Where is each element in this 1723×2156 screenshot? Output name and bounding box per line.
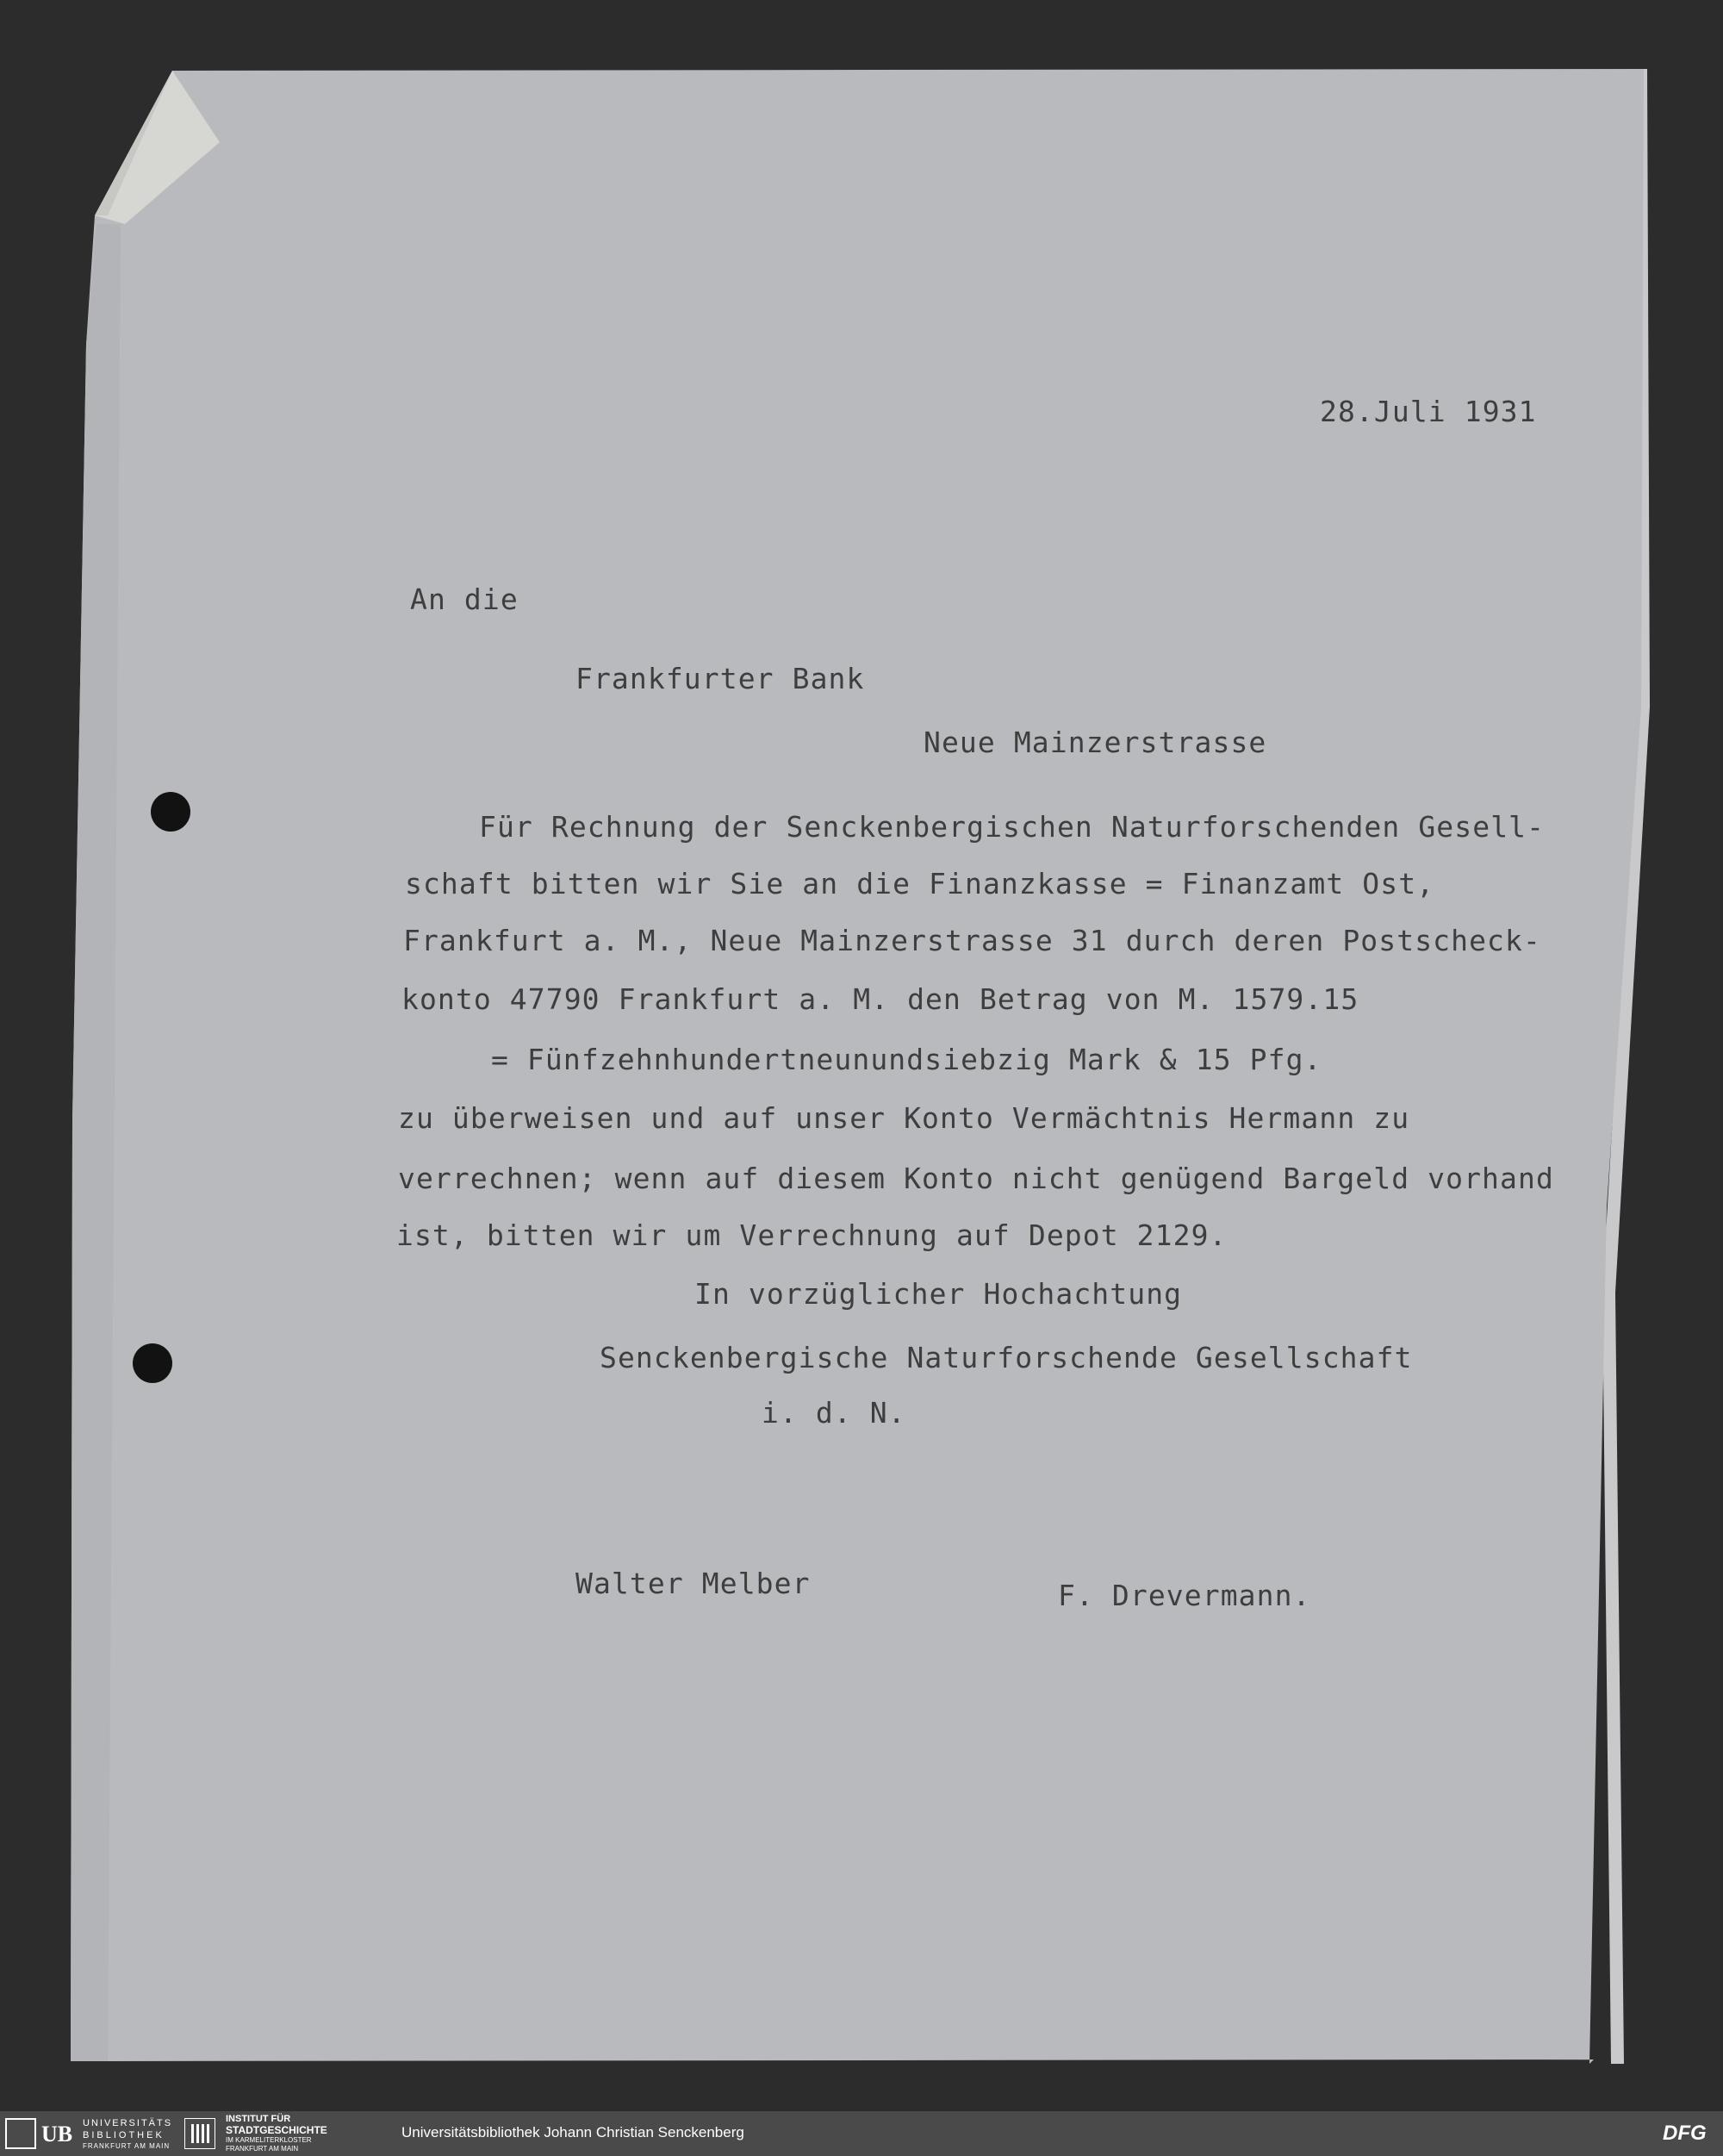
letter-on-behalf: i. d. N. (762, 1396, 906, 1430)
ub-line2: BIBLIOTHEK (83, 2130, 165, 2140)
letter-closing: In vorzüglicher Hochachtung (694, 1277, 1183, 1311)
letter-date: 28.Juli 1931 (1320, 395, 1537, 428)
body-line: ist, bitten wir um Verrechnung auf Depot 2129. (396, 1218, 1228, 1252)
recipient-name: Frankfurter Bank (575, 662, 865, 695)
ub-logo-icon (5, 2118, 36, 2149)
body-line: Frankfurt a. M., Neue Mainzerstrasse 31 durch deren Postscheck- (403, 924, 1541, 957)
isg-line3: IM KARMELITERKLOSTER (226, 2136, 312, 2144)
ub-line3: FRANKFURT AM MAIN (83, 2142, 171, 2150)
ub-logo-text: UB (41, 2122, 73, 2147)
body-line: Für Rechnung der Senckenbergischen Naturforschenden Gesell- (479, 810, 1546, 844)
ub-line1: UNIVERSITÄTS (83, 2118, 173, 2128)
isg-line2: STADTGESCHICHTE (226, 2124, 327, 2136)
isg-logo-icon (184, 2118, 215, 2149)
body-line: zu überweisen und auf unser Konto Vermächtnis Hermann zu (398, 1101, 1410, 1135)
letter-organization: Senckenbergische Naturforschende Gesellschaft (600, 1341, 1413, 1374)
body-line: = Fünfzehnhundertneunundsiebzig Mark & 15 Pfg. (491, 1043, 1322, 1076)
body-line: verrechnen; wenn auf diesem Konto nicht genügend Bargeld vorhand (398, 1162, 1554, 1195)
letter-salutation: An die (410, 583, 519, 616)
punch-hole (133, 1343, 172, 1383)
body-line: schaft bitten wir Sie an die Finanzkasse = Finanzamt Ost, (405, 867, 1435, 900)
signatory-left: Walter Melber (575, 1567, 811, 1600)
isg-line1: INSTITUT FÜR (226, 2114, 291, 2124)
punch-hole (151, 792, 190, 832)
isg-line4: FRANKFURT AM MAIN (226, 2145, 299, 2153)
signatory-right: F. Drevermann. (1058, 1579, 1311, 1612)
footer-bar (0, 2111, 1723, 2156)
recipient-street: Neue Mainzerstrasse (924, 726, 1267, 759)
body-line: konto 47790 Frankfurt a. M. den Betrag von M. 1579.15 (401, 982, 1359, 1016)
dfg-logo: DFG (1663, 2122, 1707, 2145)
library-name: Universitätsbibliothek Johann Christian Senckenberg (401, 2124, 744, 2140)
